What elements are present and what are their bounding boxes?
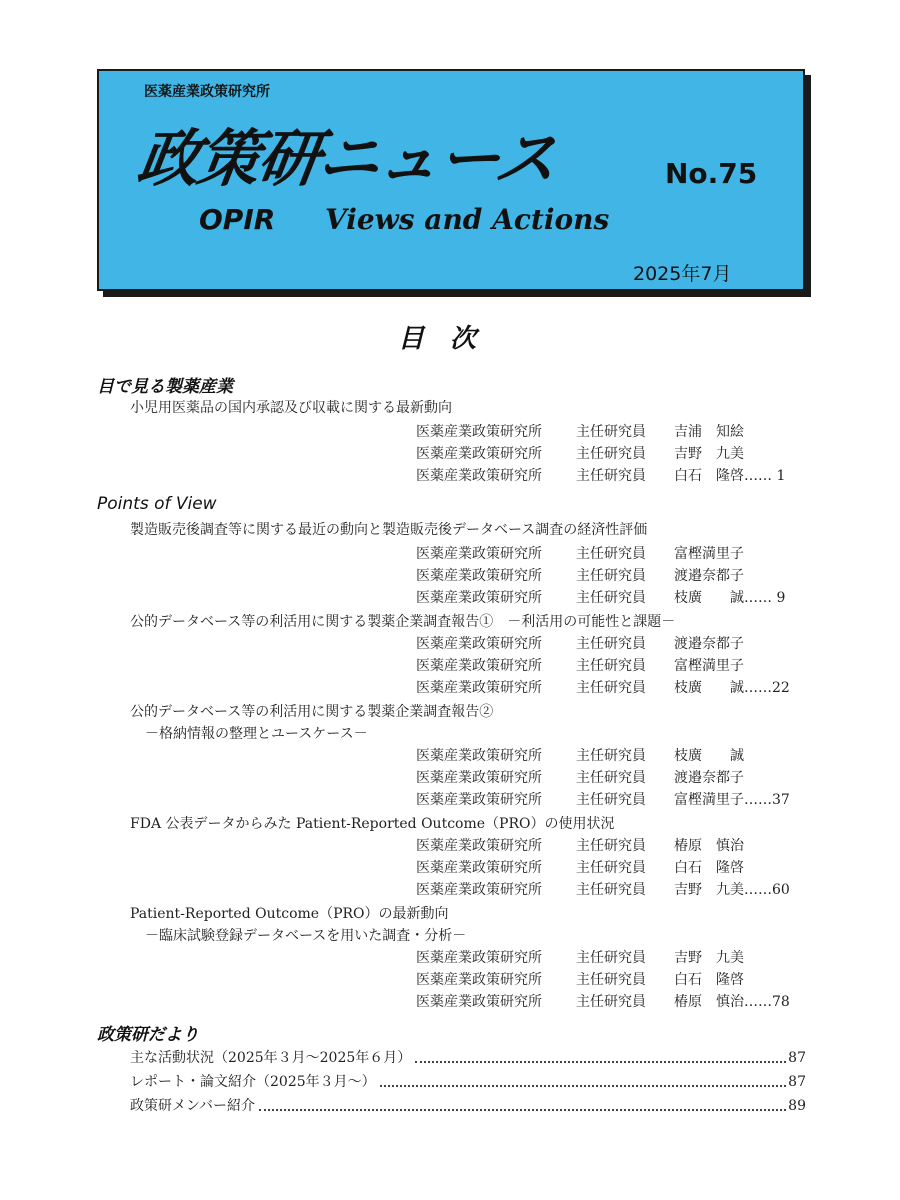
page-number: 87	[788, 1050, 806, 1066]
author-line: 医薬産業政策研究所 主任研究員 渡邉奈都子	[416, 636, 744, 652]
issue-date: 2025年7月	[633, 263, 732, 285]
toc-entry-text: 政策研メンバー紹介	[130, 1098, 256, 1114]
author-line: 医薬産業政策研究所 主任研究員 白石 隆啓…… 1	[416, 468, 786, 484]
subtitle-views: Views and Actions	[325, 203, 610, 236]
subtitle-opir: OPIR	[199, 203, 276, 236]
author-line: 医薬産業政策研究所 主任研究員 吉野 九美	[416, 950, 744, 966]
leader-dots	[259, 1109, 786, 1111]
page-number: ……60	[744, 882, 790, 898]
author-line: 医薬産業政策研究所 主任研究員 渡邉奈都子	[416, 568, 744, 584]
page-number: …… 1	[744, 468, 786, 484]
newsletter-title: 政策研ニュース	[133, 122, 561, 195]
header-banner	[97, 69, 805, 291]
author-line: 医薬産業政策研究所 主任研究員 白石 隆啓	[416, 860, 744, 876]
page-number: ……22	[744, 680, 790, 696]
author-line: 医薬産業政策研究所 主任研究員 椿原 慎治……78	[416, 994, 790, 1010]
article-title[interactable]: FDA 公表データからみた Patient-Reported Outcome（PRO）の使用状況	[130, 816, 615, 832]
section-title: 政策研だより	[97, 1025, 199, 1045]
article-title[interactable]: 公的データベース等の利活用に関する製薬企業調査報告① －利活用の可能性と課題－	[130, 614, 676, 630]
author-line: 医薬産業政策研究所 主任研究員 枝廣 誠…… 9	[416, 590, 786, 606]
page-number: …… 9	[744, 590, 786, 606]
author-line: 医薬産業政策研究所 主任研究員 富樫満里子	[416, 546, 744, 562]
author-line: 医薬産業政策研究所 主任研究員 吉野 九美……60	[416, 882, 790, 898]
toc-entry-text: レポート・論文紹介（2025年３月～）	[130, 1074, 376, 1090]
article-title[interactable]: 公的データベース等の利活用に関する製薬企業調査報告②	[130, 704, 494, 720]
author-line: 医薬産業政策研究所 主任研究員 吉浦 知絵	[416, 424, 744, 440]
section-title: 目で見る製薬産業	[97, 377, 233, 397]
issue-number: No.75	[665, 157, 758, 190]
toc-heading: 目次	[397, 324, 502, 354]
leader-dots	[415, 1061, 786, 1063]
page-number: ……37	[744, 792, 790, 808]
publisher-name: 医薬産業政策研究所	[144, 84, 270, 100]
article-subtitle: －臨床試験登録データベースを用いた調査・分析－	[145, 928, 467, 944]
author-line: 医薬産業政策研究所 主任研究員 白石 隆啓	[416, 972, 744, 988]
article-title[interactable]: 小児用医薬品の国内承認及び収載に関する最新動向	[130, 400, 452, 416]
article-subtitle: －格納情報の整理とユースケース－	[145, 726, 368, 742]
author-line: 医薬産業政策研究所 主任研究員 枝廣 誠	[416, 748, 744, 764]
toc-entry[interactable]	[130, 1096, 806, 1116]
article-title[interactable]: Patient-Reported Outcome（PRO）の最新動向	[130, 906, 449, 922]
article-title[interactable]: 製造販売後調査等に関する最近の動向と製造販売後データベース調査の経済性評価	[130, 522, 648, 538]
section-title: Points of View	[97, 494, 217, 514]
toc-entry-text: 主な活動状況（2025年３月～2025年６月）	[130, 1050, 412, 1066]
author-line: 医薬産業政策研究所 主任研究員 富樫満里子……37	[416, 792, 790, 808]
author-line: 医薬産業政策研究所 主任研究員 富樫満里子	[416, 658, 744, 674]
toc-entry[interactable]	[130, 1072, 806, 1092]
toc-entry[interactable]	[130, 1048, 806, 1068]
page-number: ……78	[744, 994, 790, 1010]
author-line: 医薬産業政策研究所 主任研究員 渡邉奈都子	[416, 770, 744, 786]
page-number: 87	[788, 1074, 806, 1090]
page-number: 89	[788, 1098, 806, 1114]
author-line: 医薬産業政策研究所 主任研究員 枝廣 誠……22	[416, 680, 790, 696]
leader-dots	[380, 1085, 787, 1087]
author-line: 医薬産業政策研究所 主任研究員 吉野 九美	[416, 446, 744, 462]
author-line: 医薬産業政策研究所 主任研究員 椿原 慎治	[416, 838, 744, 854]
